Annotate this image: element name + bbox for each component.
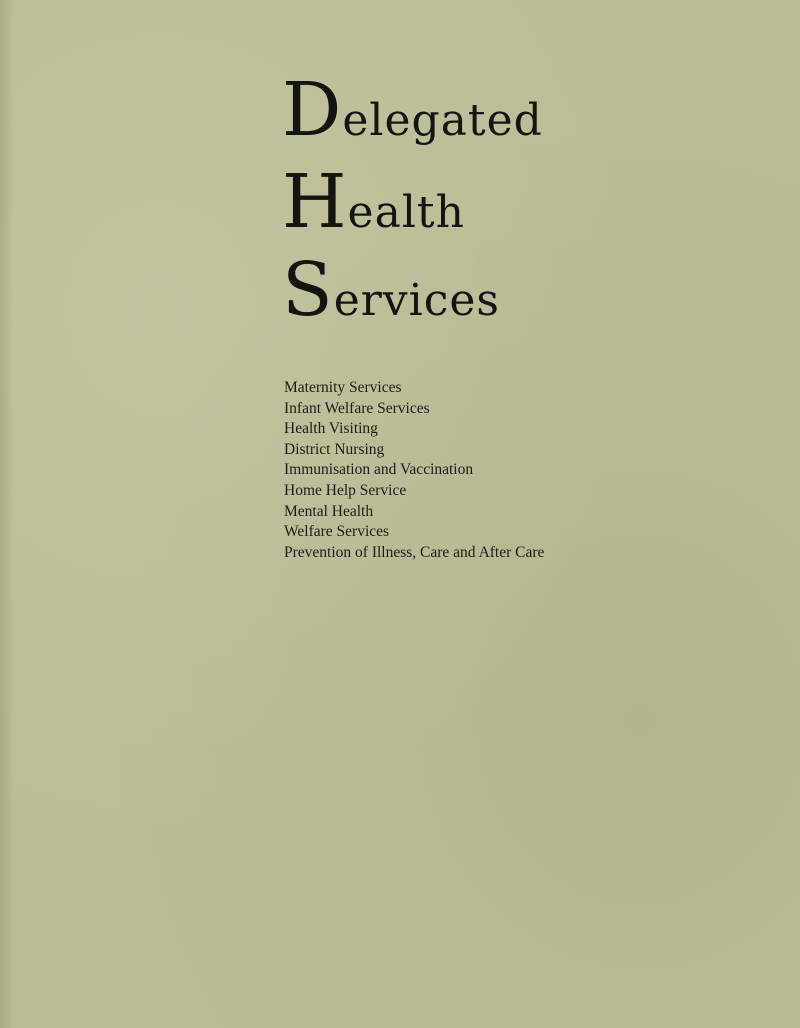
list-item: Mental Health (284, 502, 374, 520)
services-list (284, 378, 684, 563)
list-item: District Nursing (284, 440, 385, 458)
page-title (282, 67, 612, 340)
title-line-services: Services (282, 247, 500, 333)
list-item: Immunisation and Vaccination (284, 461, 474, 479)
list-item: Home Help Service (284, 481, 407, 499)
list-item: Prevention of Illness, Care and After Care (284, 543, 545, 561)
list-item: Welfare Services (284, 523, 390, 541)
list-item: Health Visiting (284, 420, 378, 438)
page-edge-shadow (0, 0, 14, 1028)
list-item: Maternity Services (284, 379, 402, 396)
list-item: Infant Welfare Services (284, 399, 430, 417)
title-line-health: Health (282, 159, 465, 245)
title-line-delegated: Delegated (282, 67, 543, 153)
